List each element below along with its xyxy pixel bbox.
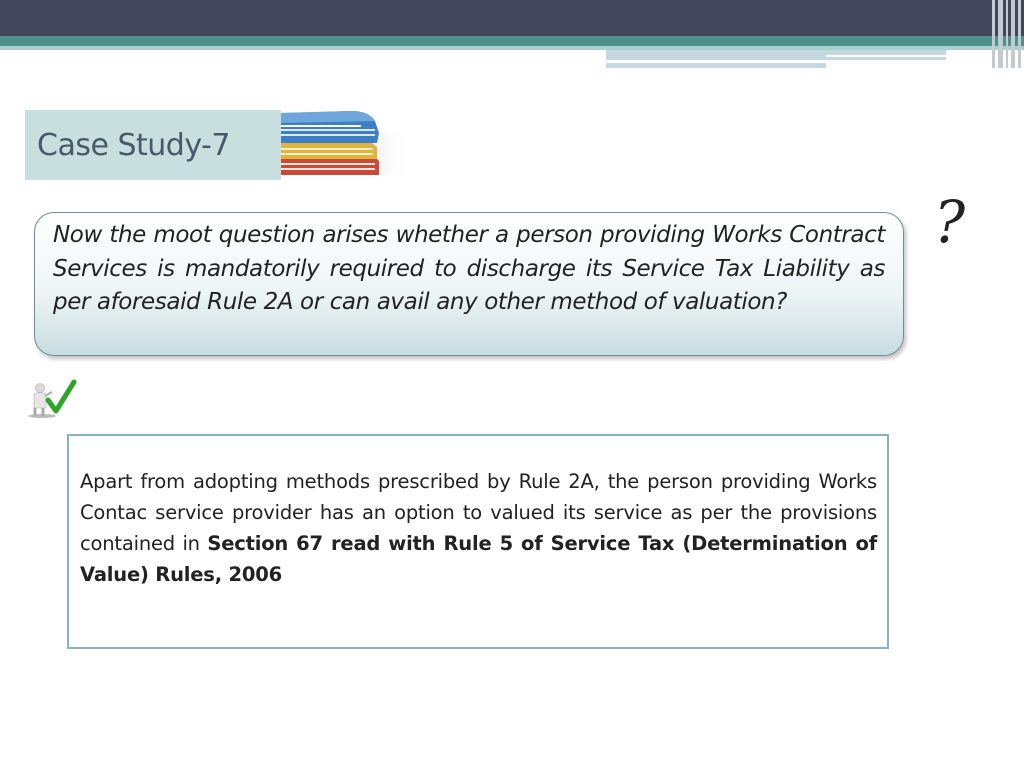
question-text: Now the moot question arises whether a person providing Works Contract Services is mandatorily required to discharge its Service Tax Liability as per aforesaid Rule 2A or can avail any other method of valuation? — [53, 222, 885, 315]
decorative-line — [606, 63, 826, 68]
answer-bold-reference: Section 67 read with Rule 5 of Service Tax (Determination of Value) Rules, 2006 — [80, 532, 877, 586]
header-teal-stripe — [0, 36, 1024, 46]
title-box — [25, 110, 281, 180]
svg-text:?: ? — [934, 190, 966, 254]
decorative-vertical-bars — [990, 0, 1024, 68]
decorative-line — [826, 55, 948, 57]
header-dark-bar — [0, 0, 1024, 36]
question-mark-icon — [930, 190, 980, 254]
folders-icon — [281, 103, 411, 183]
question-box — [34, 212, 904, 356]
answer-body: Apart from adopting methods prescribed by Rule 2A, the person providing Works Contac service provider has an option to valued its service as per the provisions contained in — [80, 470, 877, 555]
answer-text — [80, 466, 877, 590]
slide-title: Case Study-7 — [37, 128, 230, 163]
answer-box — [67, 434, 889, 649]
checkmark-person-icon — [26, 378, 78, 418]
